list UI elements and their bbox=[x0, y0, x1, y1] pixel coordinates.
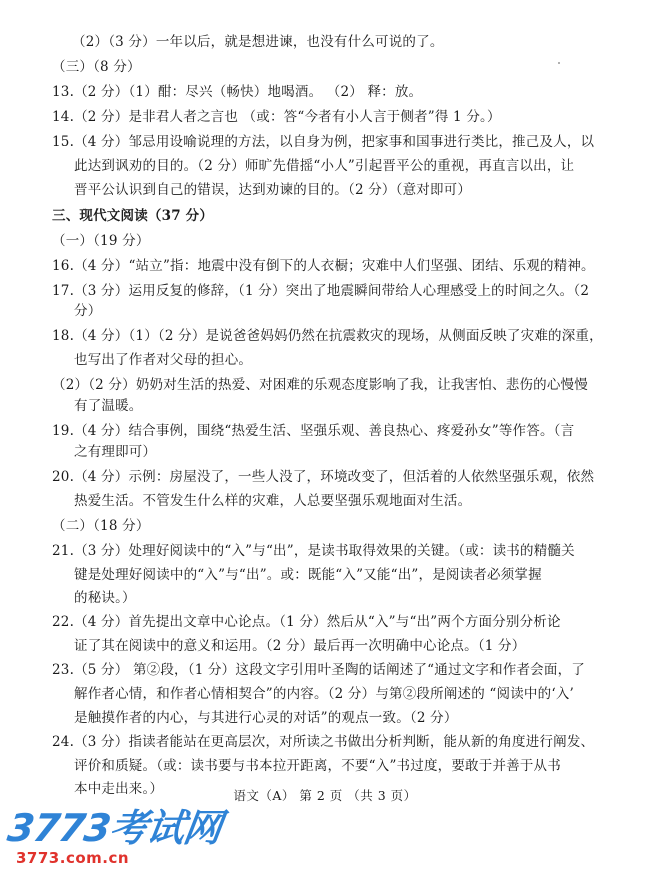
text-line: 是触摸作者的内心，与其进行心灵的对话”的观点一致。（2 分） bbox=[74, 710, 458, 726]
text-line: （2）（2 分）奶奶对生活的热爱、对困难的乐观态度影响了我，让我害怕、悲伤的心慢慢 bbox=[52, 377, 588, 393]
text-line: 有了温暖。 bbox=[74, 398, 143, 414]
site-logo: 3773考试网 bbox=[4, 806, 224, 850]
answer-24: 24.（3 分）指读者能站在更高层次，对所读之书做出分析判断，能从新的角度进行阐发、 bbox=[52, 734, 595, 750]
answer-16: 16.（4 分）“站立”指：地震中没有倒下的人衣橱；灾难中人们坚强、团结、乐观的精神。 bbox=[52, 258, 595, 274]
text-line: 键是处理好阅读中的“入”与“出”。或：既能“入”又能“出”，是阅读者必须掌握 bbox=[74, 567, 542, 583]
answer-15: 15.（4 分）邹忌用设喻说理的方法，以自身为例，把家事和国事进行类比，推己及人，以 bbox=[52, 134, 595, 150]
text-line: 的秘诀。） bbox=[74, 590, 136, 606]
answer-13: 13.（2 分）（1）酣：尽兴（畅快）地喝酒。 （2） 释：放。 bbox=[52, 84, 423, 100]
section-heading: （一）（19 分） bbox=[52, 233, 150, 249]
site-url: 3773.com.cn bbox=[16, 849, 130, 867]
text-line: 此达到讽劝的目的。（2 分）师旷先借摇“小人”引起晋平公的重视，再直言以出，让 bbox=[74, 158, 575, 174]
answer-23: 23.（5 分） 第②段，（1 分）这段文字引用叶圣陶的话阐述了“通过文字和作者会面，了 bbox=[52, 662, 585, 678]
page-footer: 语文（A） 第 2 页 （共 3 页） bbox=[233, 788, 417, 803]
text-line: （2）（3 分）一年以后，就是想进谏，也没有什么可说的了。 bbox=[72, 34, 444, 50]
text-line: 证了其在阅读中的意义和运用。（2 分）最后再一次明确中心论点。（1 分） bbox=[74, 638, 526, 654]
answer-14: 14.（2 分）是非君人者之言也 （或：答“今者有小人言于侧者”得 1 分。） bbox=[52, 109, 501, 125]
answer-19: 19.（4 分）结合事例，围绕“热爱生活、坚强乐观、善良热心、疼爱孙女”等作答。（言 bbox=[52, 423, 575, 439]
section-heading: （三）（8 分） bbox=[52, 59, 141, 75]
text-line: 本中走出来。） bbox=[74, 781, 164, 797]
text-line: 也写出了作者对父母的担心。 bbox=[74, 352, 253, 368]
answer-17: 17.（3 分）运用反复的修辞，（1 分）突出了地震瞬间带给人心理感受上的时间之久。（2 bbox=[52, 283, 590, 299]
text-line: 解作者心情，和作者心情相契合”的内容。（2 分）与第②段所阐述的 “阅读中的‘入’ bbox=[74, 686, 575, 702]
text-line: 之有理即可） bbox=[74, 444, 157, 460]
text-line: 分） bbox=[74, 303, 102, 319]
scan-speck bbox=[558, 62, 560, 64]
section-heading: （二）（18 分） bbox=[52, 518, 150, 534]
text-line: 晋平公认识到自己的错误，达到劝谏的目的。（2 分）（意对即可） bbox=[74, 182, 472, 198]
answer-20: 20.（4 分）示例：房屋没了，一些人没了，环境改变了，但活着的人依然坚强乐观，依然 bbox=[52, 469, 595, 485]
section-heading: 三、现代文阅读（37 分） bbox=[52, 208, 214, 224]
answer-22: 22.（4 分）首先提出文章中心论点。（1 分）然后从“入”与“出”两个方面分别分析论 bbox=[52, 614, 561, 630]
text-line: 热爱生活。不管发生什么样的灾难，人总要坚强乐观地面对生活。 bbox=[74, 493, 472, 509]
answer-18: 18.（4 分）（1）（2 分）是说爸爸妈妈仍然在抗震救灾的现场，从侧面反映了灾难的深重， bbox=[52, 328, 603, 344]
text-line: 评价和质疑。（或：读书要与书本拉开距离，不要“入”书过度，要敢于并善于从书 bbox=[74, 758, 561, 774]
answer-21: 21.（3 分）处理好阅读中的“入”与“出”，是读书取得效果的关键。（或：读书的精髓关 bbox=[52, 543, 575, 559]
